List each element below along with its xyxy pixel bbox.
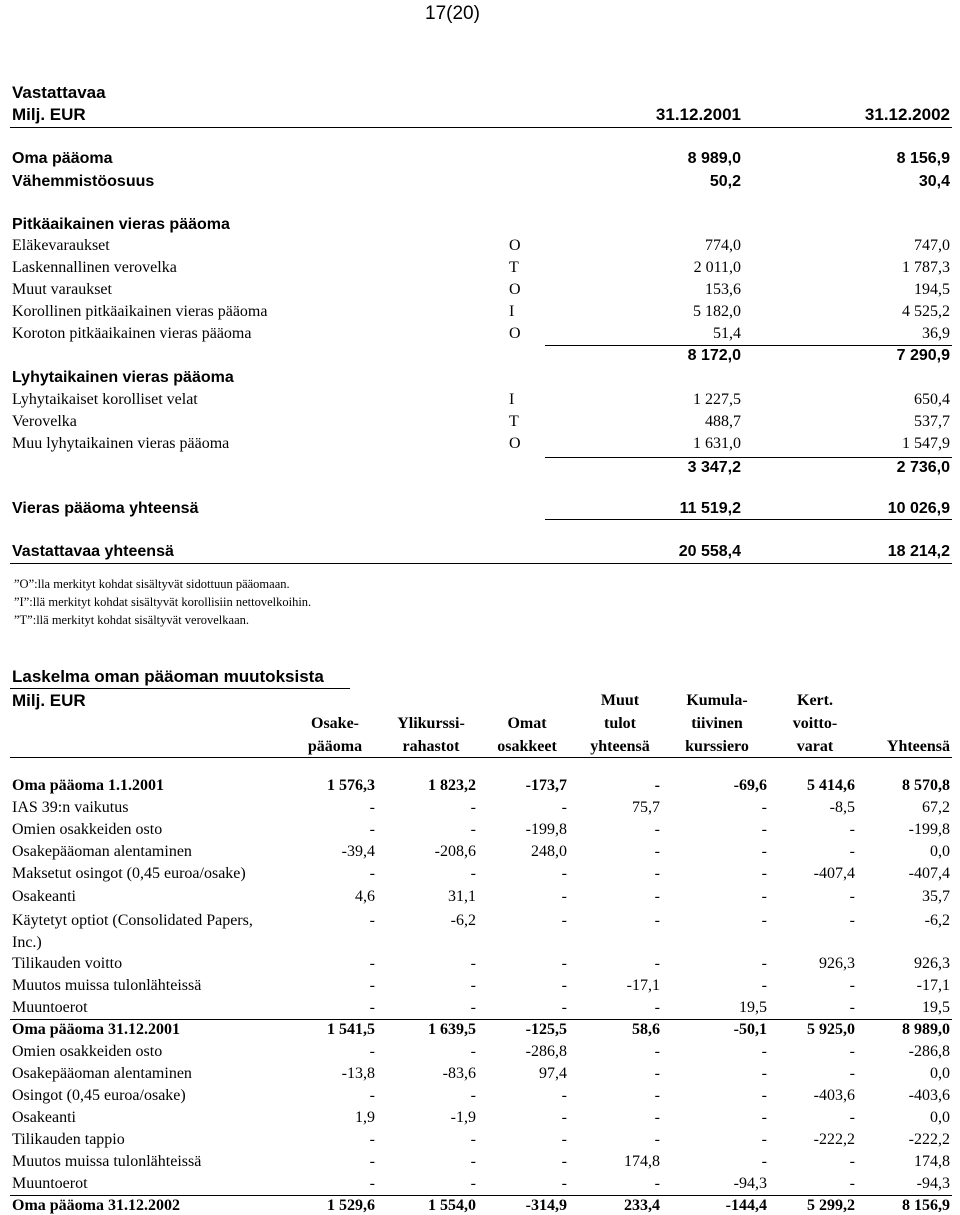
equity-cell: -: [470, 1153, 476, 1170]
equity-cell: 5 299,2: [807, 1197, 855, 1214]
equity-cell: -: [561, 912, 567, 929]
balance-value-2001: 153,6: [705, 281, 741, 298]
equity-cell: -94,3: [733, 1175, 767, 1192]
equity-cell: 248,0: [531, 843, 567, 860]
equity-cell: 5 414,6: [807, 777, 855, 794]
balance-value-2002: 18 214,2: [887, 543, 950, 560]
equity-cell: -: [561, 999, 567, 1016]
footnote: ”O”:lla merkityt kohdat sisältyvät sidottuun pääomaan.: [14, 577, 290, 591]
balance-row-code: I: [509, 303, 515, 320]
equity-cell: -: [761, 1109, 767, 1126]
equity-cell: -: [654, 955, 660, 972]
subtotal-rule: [545, 345, 952, 346]
balance-value-2001: 488,7: [705, 413, 741, 430]
equity-cell: -: [849, 1109, 855, 1126]
balance-row-code: T: [509, 413, 519, 430]
equity-cell: -: [561, 865, 567, 882]
equity-cell: 5 925,0: [807, 1021, 855, 1038]
equity-cell: -: [761, 799, 767, 816]
equity-cell: 31,1: [448, 888, 476, 905]
equity-cell: -: [369, 912, 375, 929]
equity-cell: -: [654, 821, 660, 838]
equity-cell: 97,4: [539, 1065, 567, 1082]
equity-col-header: kurssiero: [685, 738, 749, 755]
equity-cell: 4,6: [355, 888, 375, 905]
equity-cell: -: [761, 912, 767, 929]
equity-cell: -: [561, 1109, 567, 1126]
page-number: 17(20): [425, 3, 480, 24]
equity-cell: -: [369, 977, 375, 994]
equity-cell: 67,2: [922, 799, 950, 816]
equity-cell: -: [849, 843, 855, 860]
equity-col-header: Yhteensä: [886, 738, 950, 755]
equity-cell: -: [561, 799, 567, 816]
balance-value-2001: 8 172,0: [687, 347, 741, 364]
equity-cell: -: [561, 1087, 567, 1104]
equity-cell: -: [561, 1131, 567, 1148]
equity-cell: -208,6: [434, 843, 476, 860]
balance-value-2001: 51,4: [713, 325, 741, 342]
header-rule: [10, 127, 952, 128]
equity-cell: -: [369, 1131, 375, 1148]
balance-row-label: Lyhytaikainen vieras pääoma: [12, 369, 234, 386]
equity-cell: -94,3: [916, 1175, 950, 1192]
equity-cell: -: [369, 1153, 375, 1170]
equity-cell: -50,1: [733, 1021, 767, 1038]
equity-row-label: Osakeanti: [12, 888, 76, 905]
equity-header-rule: [10, 757, 952, 758]
equity-cell: -: [761, 955, 767, 972]
balance-row-label: Laskennallinen verovelka: [12, 259, 177, 276]
balance-value-2002: 747,0: [914, 237, 950, 254]
equity-cell: -: [761, 977, 767, 994]
equity-cell: -: [470, 1131, 476, 1148]
equity-cell: 1,9: [355, 1109, 375, 1126]
equity-total-rule: [10, 1195, 952, 1196]
equity-cell: 19,5: [739, 999, 767, 1016]
equity-cell: -: [470, 977, 476, 994]
equity-cell: -403,6: [813, 1087, 855, 1104]
balance-value-2002: 650,4: [914, 391, 950, 408]
equity-cell: 1 576,3: [327, 777, 375, 794]
equity-cell: 174,8: [624, 1153, 660, 1170]
equity-title-rule: [10, 688, 350, 689]
equity-col-header: yhteensä: [590, 738, 650, 755]
equity-cell: -: [654, 912, 660, 929]
balance-row-label: Muu lyhytaikainen vieras pääoma: [12, 435, 230, 452]
equity-col-header: rahastot: [402, 738, 460, 755]
equity-cell: -17,1: [626, 977, 660, 994]
equity-cell: 0,0: [930, 1109, 950, 1126]
subtotal-rule: [545, 457, 952, 458]
equity-col-header: Osake-: [311, 715, 359, 732]
equity-col-header: varat: [796, 738, 834, 755]
equity-row-label: Muutos muissa tulonlähteissä: [12, 977, 202, 994]
equity-cell: -: [369, 1175, 375, 1192]
equity-cell: -69,6: [733, 777, 767, 794]
equity-cell: -: [470, 1087, 476, 1104]
equity-cell: -: [369, 799, 375, 816]
balance-value-2002: 30,4: [918, 173, 950, 190]
equity-row-label: Osingot (0,45 euroa/osake): [12, 1087, 186, 1104]
equity-cell: -: [470, 1175, 476, 1192]
balance-value-2001: 1 631,0: [693, 435, 741, 452]
equity-row-label: Osakepääoman alentaminen: [12, 843, 192, 860]
equity-cell: -: [369, 1043, 375, 1060]
balance-title: Vastattavaa: [12, 83, 106, 102]
equity-row-label: Tilikauden voitto: [12, 955, 123, 972]
equity-cell: 1 823,2: [428, 777, 476, 794]
balance-row-label: Vieras pääoma yhteensä: [12, 500, 199, 517]
equity-cell: -: [761, 888, 767, 905]
equity-cell: 1 541,5: [327, 1021, 375, 1038]
equity-cell: -199,8: [908, 821, 950, 838]
equity-cell: -: [654, 777, 660, 794]
equity-cell: 926,3: [914, 955, 950, 972]
equity-cell: -: [654, 865, 660, 882]
subtotal-rule: [545, 519, 952, 520]
equity-cell: -: [369, 1087, 375, 1104]
equity-cell: -: [561, 955, 567, 972]
equity-cell: -: [761, 1153, 767, 1170]
balance-value-2002: 7 290,9: [896, 347, 950, 364]
equity-cell: -: [761, 1131, 767, 1148]
equity-col-header: Muut: [600, 692, 640, 709]
equity-cell: -: [761, 865, 767, 882]
balance-value-2001: 50,2: [709, 173, 741, 190]
equity-unit: Milj. EUR: [12, 691, 86, 710]
equity-cell: -: [849, 999, 855, 1016]
equity-col-header: tulot: [604, 715, 636, 732]
balance-row-code: I: [509, 391, 515, 408]
balance-value-2001: 1 227,5: [693, 391, 741, 408]
balance-value-2002: 36,9: [922, 325, 950, 342]
balance-value-2001: 774,0: [705, 237, 741, 254]
equity-cell: -: [369, 865, 375, 882]
balance-row-code: O: [509, 281, 521, 298]
equity-col-header: pääoma: [307, 738, 363, 755]
equity-col-header: Omat: [507, 715, 547, 732]
equity-cell: -: [654, 1087, 660, 1104]
balance-value-2002: 2 736,0: [896, 459, 950, 476]
col-header-2001: 31.12.2001: [655, 105, 741, 124]
equity-cell: 58,6: [632, 1021, 660, 1038]
equity-cell: -: [761, 843, 767, 860]
equity-cell: 8 156,9: [902, 1197, 950, 1214]
equity-row-label: IAS 39:n vaikutus: [12, 799, 129, 816]
equity-total-rule: [10, 1019, 952, 1020]
equity-cell: -39,4: [341, 843, 375, 860]
equity-cell: -: [654, 999, 660, 1016]
balance-row-label: Oma pääoma: [12, 150, 113, 167]
balance-row-label: Korollinen pitkäaikainen vieras pääoma: [12, 303, 268, 320]
equity-row-label: Oma pääoma 31.12.2002: [12, 1197, 180, 1214]
equity-cell: -314,9: [525, 1197, 567, 1214]
equity-cell: -: [849, 1043, 855, 1060]
equity-cell: -: [654, 1043, 660, 1060]
equity-row-label: Tilikauden tappio: [12, 1131, 125, 1148]
equity-cell: 75,7: [632, 799, 660, 816]
equity-cell: -199,8: [525, 821, 567, 838]
balance-value-2002: 194,5: [914, 281, 950, 298]
balance-row-code: O: [509, 237, 521, 254]
balance-value-2002: 1 787,3: [902, 259, 950, 276]
equity-row-label: Muutos muissa tulonlähteissä: [12, 1153, 202, 1170]
balance-value-2001: 11 519,2: [679, 500, 741, 517]
equity-row-label: Maksetut osingot (0,45 euroa/osake): [12, 865, 246, 882]
equity-cell: 174,8: [914, 1153, 950, 1170]
equity-col-header: Kumula-: [686, 692, 748, 709]
equity-cell: -: [849, 1153, 855, 1170]
balance-row-label: Eläkevaraukset: [12, 237, 110, 254]
equity-cell: 1 554,0: [428, 1197, 476, 1214]
equity-cell: -: [561, 888, 567, 905]
equity-cell: -222,2: [813, 1131, 855, 1148]
equity-cell: -: [470, 799, 476, 816]
equity-row-label: Käytetyt optiot (Consolidated Papers,: [12, 912, 253, 929]
balance-value-2001: 5 182,0: [693, 303, 741, 320]
equity-cell: 19,5: [922, 999, 950, 1016]
equity-cell: -: [561, 977, 567, 994]
equity-cell: -6,2: [450, 912, 476, 929]
equity-cell: -: [654, 1109, 660, 1126]
equity-cell: -: [470, 955, 476, 972]
equity-cell: -: [654, 1131, 660, 1148]
equity-cell: -407,4: [813, 865, 855, 882]
equity-cell: -: [561, 1153, 567, 1170]
equity-cell: -: [849, 821, 855, 838]
balance-value-2002: 8 156,9: [896, 150, 950, 167]
equity-row-label: Oma pääoma 31.12.2001: [12, 1021, 180, 1038]
equity-cell: -: [654, 888, 660, 905]
equity-cell: -: [470, 1043, 476, 1060]
equity-cell: -: [849, 977, 855, 994]
equity-cell: 35,7: [922, 888, 950, 905]
equity-row-label-cont: Inc.): [12, 934, 42, 951]
equity-cell: -: [369, 999, 375, 1016]
equity-cell: -: [761, 1065, 767, 1082]
balance-row-label: Verovelka: [12, 413, 77, 430]
equity-cell: -403,6: [908, 1087, 950, 1104]
balance-row-label: Koroton pitkäaikainen vieras pääoma: [12, 325, 252, 342]
equity-cell: -286,8: [908, 1043, 950, 1060]
balance-value-2002: 1 547,9: [902, 435, 950, 452]
balance-row-label: Vastattavaa yhteensä: [12, 543, 174, 560]
equity-cell: -144,4: [725, 1197, 767, 1214]
balance-value-2002: 4 525,2: [902, 303, 950, 320]
equity-cell: -286,8: [525, 1043, 567, 1060]
balance-row-code: O: [509, 435, 521, 452]
balance-value-2002: 10 026,9: [887, 500, 950, 517]
equity-cell: -222,2: [908, 1131, 950, 1148]
balance-value-2001: 8 989,0: [687, 150, 741, 167]
equity-cell: -: [849, 1175, 855, 1192]
total-rule: [10, 563, 952, 564]
equity-cell: -: [561, 1175, 567, 1192]
equity-cell: -: [654, 1065, 660, 1082]
equity-cell: -: [654, 843, 660, 860]
footnote: ”I”:llä merkityt kohdat sisältyvät korollisiin nettovelkoihin.: [14, 595, 312, 609]
equity-cell: -125,5: [525, 1021, 567, 1038]
balance-unit: Milj. EUR: [12, 105, 86, 124]
equity-cell: 0,0: [930, 1065, 950, 1082]
equity-row-label: Muuntoerot: [12, 999, 88, 1016]
equity-row-label: Osakeanti: [12, 1109, 76, 1126]
balance-row-label: Muut varaukset: [12, 281, 112, 298]
equity-col-header: Kert.: [797, 692, 833, 709]
equity-cell: -8,5: [829, 799, 855, 816]
equity-row-label: Omien osakkeiden osto: [12, 1043, 163, 1060]
balance-value-2001: 20 558,4: [678, 543, 741, 560]
balance-value-2001: 3 347,2: [687, 459, 741, 476]
equity-col-header: tiivinen: [691, 715, 743, 732]
balance-row-code: T: [509, 259, 519, 276]
equity-cell: -13,8: [341, 1065, 375, 1082]
equity-col-header: osakkeet: [497, 738, 557, 755]
balance-row-label: Vähemmistöosuus: [12, 173, 155, 190]
equity-cell: -: [761, 1043, 767, 1060]
equity-cell: -: [761, 1087, 767, 1104]
equity-cell: 8 989,0: [902, 1021, 950, 1038]
balance-row-label: Pitkäaikainen vieras pääoma: [12, 216, 230, 233]
equity-col-header: voitto-: [792, 715, 838, 732]
equity-cell: 233,4: [624, 1197, 660, 1214]
balance-row-label: Lyhytaikaiset korolliset velat: [12, 391, 198, 408]
balance-value-2002: 537,7: [914, 413, 950, 430]
equity-row-label: Osakepääoman alentaminen: [12, 1065, 192, 1082]
equity-cell: -: [470, 999, 476, 1016]
balance-row-code: O: [509, 325, 521, 342]
equity-cell: -: [369, 821, 375, 838]
equity-cell: 8 570,8: [902, 777, 950, 794]
equity-cell: -: [761, 821, 767, 838]
equity-cell: -: [470, 865, 476, 882]
equity-cell: 0,0: [930, 843, 950, 860]
equity-cell: -1,9: [450, 1109, 476, 1126]
equity-cell: -6,2: [924, 912, 950, 929]
equity-title: Laskelma oman pääoman muutoksista: [12, 667, 324, 686]
equity-cell: 1 639,5: [428, 1021, 476, 1038]
equity-cell: 926,3: [819, 955, 855, 972]
col-header-2002: 31.12.2002: [864, 105, 950, 124]
equity-cell: -: [654, 1175, 660, 1192]
equity-row-label: Muuntoerot: [12, 1175, 88, 1192]
equity-cell: -: [849, 888, 855, 905]
equity-cell: -173,7: [525, 777, 567, 794]
equity-cell: -: [470, 821, 476, 838]
equity-cell: -83,6: [442, 1065, 476, 1082]
equity-cell: -17,1: [916, 977, 950, 994]
equity-cell: -: [849, 912, 855, 929]
equity-row-label: Omien osakkeiden osto: [12, 821, 163, 838]
balance-value-2001: 2 011,0: [693, 259, 741, 276]
equity-row-label: Oma pääoma 1.1.2001: [12, 777, 164, 794]
equity-cell: 1 529,6: [327, 1197, 375, 1214]
equity-cell: -407,4: [908, 865, 950, 882]
equity-cell: -: [369, 955, 375, 972]
footnote: ”T”:llä merkityt kohdat sisältyvät verovelkaan.: [14, 613, 249, 627]
equity-col-header: Ylikurssi-: [397, 715, 465, 732]
equity-cell: -: [849, 1065, 855, 1082]
